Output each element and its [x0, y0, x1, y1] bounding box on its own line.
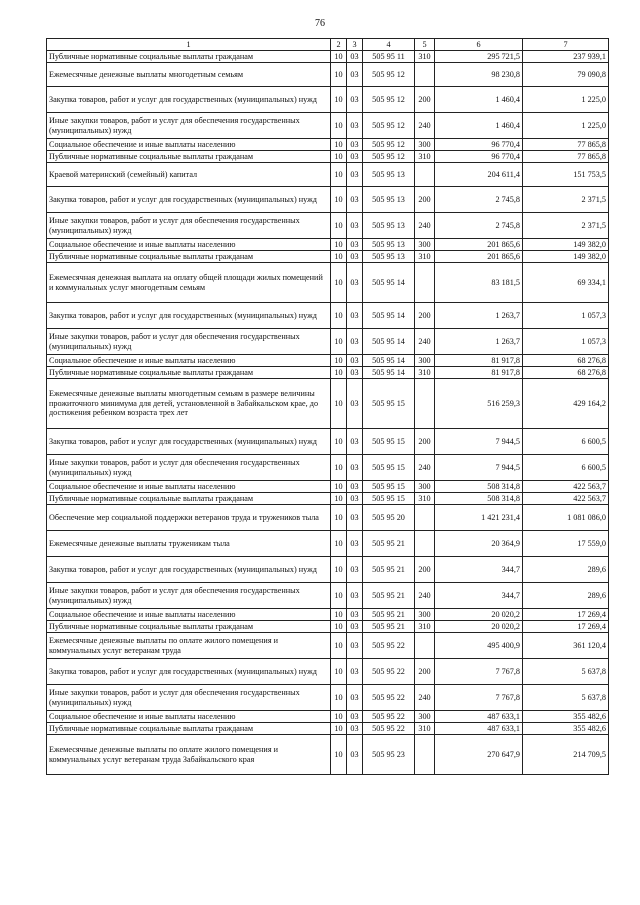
row-name: Ежемесячные денежные выплаты многодетным семьям в размере величины прожиточного минимума для детей, установленной в Забайкальском крае, до достижения ребенком возраста трех лет	[47, 379, 331, 429]
col-header-3: 3	[347, 39, 363, 51]
row-amount-actual: 429 164,2	[523, 379, 609, 429]
row-amount-plan: 20 020,2	[435, 609, 523, 621]
row-amount-actual: 6 600,5	[523, 455, 609, 481]
row-name: Обеспечение мер социальной поддержки ветеранов труда и тружеников тыла	[47, 505, 331, 531]
table-row	[47, 87, 609, 113]
col-header-2: 2	[331, 39, 347, 51]
table-row	[47, 711, 609, 723]
row-section: 10	[331, 303, 347, 329]
row-name: Публичные нормативные социальные выплаты гражданам	[47, 51, 331, 63]
row-amount-actual: 79 090,8	[523, 63, 609, 87]
row-section: 10	[331, 187, 347, 213]
row-subsection: 03	[347, 113, 363, 139]
table-row	[47, 187, 609, 213]
row-target-code: 505 95 12	[363, 87, 415, 113]
row-section: 10	[331, 355, 347, 367]
row-amount-actual: 149 382,0	[523, 239, 609, 251]
row-subsection: 03	[347, 429, 363, 455]
table-row	[47, 583, 609, 609]
row-amount-actual: 355 482,6	[523, 723, 609, 735]
row-target-code: 505 95 14	[363, 263, 415, 303]
table-row	[47, 51, 609, 63]
row-target-code: 505 95 12	[363, 63, 415, 87]
row-section: 10	[331, 531, 347, 557]
row-subsection: 03	[347, 711, 363, 723]
row-expense-type: 240	[415, 213, 435, 239]
row-subsection: 03	[347, 481, 363, 493]
row-amount-actual: 289,6	[523, 557, 609, 583]
row-name: Иные закупки товаров, работ и услуг для обеспечения государственных (муниципальных) нужд	[47, 455, 331, 481]
row-expense-type	[415, 505, 435, 531]
row-amount-plan: 7 944,5	[435, 429, 523, 455]
row-target-code: 505 95 21	[363, 583, 415, 609]
row-name: Публичные нормативные социальные выплаты гражданам	[47, 621, 331, 633]
row-target-code: 505 95 21	[363, 531, 415, 557]
col-header-1: 1	[47, 39, 331, 51]
row-section: 10	[331, 493, 347, 505]
row-amount-plan: 295 721,5	[435, 51, 523, 63]
row-amount-actual: 2 371,5	[523, 213, 609, 239]
row-amount-plan: 495 400,9	[435, 633, 523, 659]
row-section: 10	[331, 505, 347, 531]
row-amount-plan: 7 767,8	[435, 685, 523, 711]
row-amount-plan: 2 745,8	[435, 187, 523, 213]
row-subsection: 03	[347, 355, 363, 367]
row-section: 10	[331, 263, 347, 303]
row-amount-actual: 17 269,4	[523, 609, 609, 621]
row-section: 10	[331, 557, 347, 583]
table-row	[47, 163, 609, 187]
row-subsection: 03	[347, 531, 363, 557]
row-subsection: 03	[347, 87, 363, 113]
row-expense-type: 310	[415, 151, 435, 163]
row-amount-plan: 1 263,7	[435, 303, 523, 329]
row-amount-actual: 69 334,1	[523, 263, 609, 303]
row-section: 10	[331, 51, 347, 63]
table-row	[47, 481, 609, 493]
row-amount-actual: 1 225,0	[523, 113, 609, 139]
row-target-code: 505 95 14	[363, 367, 415, 379]
row-amount-actual: 5 637,8	[523, 685, 609, 711]
table-row	[47, 609, 609, 621]
row-subsection: 03	[347, 379, 363, 429]
table-row	[47, 251, 609, 263]
row-target-code: 505 95 21	[363, 557, 415, 583]
row-subsection: 03	[347, 659, 363, 685]
row-target-code: 505 95 13	[363, 163, 415, 187]
row-subsection: 03	[347, 621, 363, 633]
row-name: Закупка товаров, работ и услуг для государственных (муниципальных) нужд	[47, 429, 331, 455]
row-amount-actual: 1 081 086,0	[523, 505, 609, 531]
row-name: Социальное обеспечение и иные выплаты населению	[47, 609, 331, 621]
row-target-code: 505 95 15	[363, 455, 415, 481]
row-amount-plan: 20 020,2	[435, 621, 523, 633]
row-expense-type	[415, 63, 435, 87]
row-subsection: 03	[347, 735, 363, 775]
row-amount-actual: 422 563,7	[523, 481, 609, 493]
row-amount-plan: 81 917,8	[435, 367, 523, 379]
row-amount-plan: 201 865,6	[435, 239, 523, 251]
row-section: 10	[331, 151, 347, 163]
row-target-code: 505 95 14	[363, 355, 415, 367]
row-subsection: 03	[347, 303, 363, 329]
row-name: Ежемесячные денежные выплаты по оплате жилого помещения и коммунальных услуг ветеранам труда	[47, 633, 331, 659]
row-name: Ежемесячные денежные выплаты многодетным семьям	[47, 63, 331, 87]
row-subsection: 03	[347, 187, 363, 213]
row-target-code: 505 95 13	[363, 251, 415, 263]
row-expense-type: 240	[415, 583, 435, 609]
row-name: Иные закупки товаров, работ и услуг для обеспечения государственных (муниципальных) нужд	[47, 113, 331, 139]
row-subsection: 03	[347, 51, 363, 63]
row-target-code: 505 95 22	[363, 723, 415, 735]
row-amount-plan: 96 770,4	[435, 151, 523, 163]
row-expense-type: 200	[415, 557, 435, 583]
row-target-code: 505 95 22	[363, 659, 415, 685]
table-row	[47, 213, 609, 239]
row-target-code: 505 95 22	[363, 711, 415, 723]
row-name: Публичные нормативные социальные выплаты гражданам	[47, 367, 331, 379]
row-amount-plan: 7 767,8	[435, 659, 523, 685]
row-amount-actual: 77 865,8	[523, 151, 609, 163]
row-expense-type: 300	[415, 711, 435, 723]
row-expense-type	[415, 163, 435, 187]
table-row	[47, 139, 609, 151]
row-subsection: 03	[347, 139, 363, 151]
row-amount-plan: 1 421 231,4	[435, 505, 523, 531]
row-amount-plan: 344,7	[435, 557, 523, 583]
row-section: 10	[331, 583, 347, 609]
table-row	[47, 355, 609, 367]
row-name: Социальное обеспечение и иные выплаты населению	[47, 355, 331, 367]
row-target-code: 505 95 22	[363, 685, 415, 711]
row-amount-actual: 149 382,0	[523, 251, 609, 263]
row-name: Иные закупки товаров, работ и услуг для обеспечения государственных (муниципальных) нужд	[47, 583, 331, 609]
row-name: Иные закупки товаров, работ и услуг для обеспечения государственных (муниципальных) нужд	[47, 329, 331, 355]
row-expense-type: 300	[415, 481, 435, 493]
row-target-code: 505 95 21	[363, 609, 415, 621]
row-section: 10	[331, 711, 347, 723]
row-section: 10	[331, 329, 347, 355]
row-section: 10	[331, 239, 347, 251]
row-subsection: 03	[347, 329, 363, 355]
row-amount-plan: 1 460,4	[435, 87, 523, 113]
row-expense-type	[415, 263, 435, 303]
table-row	[47, 151, 609, 163]
row-section: 10	[331, 685, 347, 711]
row-target-code: 505 95 13	[363, 187, 415, 213]
col-header-5: 5	[415, 39, 435, 51]
table-row	[47, 263, 609, 303]
table-row	[47, 455, 609, 481]
row-section: 10	[331, 621, 347, 633]
row-amount-plan: 344,7	[435, 583, 523, 609]
row-expense-type	[415, 531, 435, 557]
row-name: Иные закупки товаров, работ и услуг для обеспечения государственных (муниципальных) нужд	[47, 685, 331, 711]
column-number-row	[47, 39, 609, 51]
row-amount-plan: 98 230,8	[435, 63, 523, 87]
table-row	[47, 723, 609, 735]
table-row	[47, 113, 609, 139]
row-expense-type: 200	[415, 187, 435, 213]
row-subsection: 03	[347, 685, 363, 711]
row-name: Иные закупки товаров, работ и услуг для обеспечения государственных (муниципальных) нужд	[47, 213, 331, 239]
row-subsection: 03	[347, 213, 363, 239]
row-expense-type: 310	[415, 51, 435, 63]
row-name: Публичные нормативные социальные выплаты гражданам	[47, 723, 331, 735]
row-subsection: 03	[347, 583, 363, 609]
row-target-code: 505 95 13	[363, 213, 415, 239]
row-target-code: 505 95 14	[363, 329, 415, 355]
row-expense-type: 240	[415, 113, 435, 139]
row-expense-type: 240	[415, 329, 435, 355]
row-target-code: 505 95 20	[363, 505, 415, 531]
row-expense-type: 300	[415, 609, 435, 621]
row-section: 10	[331, 455, 347, 481]
table-row	[47, 633, 609, 659]
row-expense-type: 300	[415, 239, 435, 251]
row-name: Социальное обеспечение и иные выплаты населению	[47, 481, 331, 493]
row-amount-actual: 5 637,8	[523, 659, 609, 685]
table-row	[47, 685, 609, 711]
row-subsection: 03	[347, 263, 363, 303]
budget-table	[46, 38, 609, 775]
table-row	[47, 329, 609, 355]
row-section: 10	[331, 379, 347, 429]
row-target-code: 505 95 13	[363, 239, 415, 251]
row-expense-type	[415, 379, 435, 429]
row-amount-actual: 68 276,8	[523, 367, 609, 379]
row-amount-plan: 487 633,1	[435, 723, 523, 735]
row-amount-plan: 1 460,4	[435, 113, 523, 139]
row-amount-actual: 289,6	[523, 583, 609, 609]
row-section: 10	[331, 723, 347, 735]
row-target-code: 505 95 14	[363, 303, 415, 329]
row-section: 10	[331, 63, 347, 87]
row-section: 10	[331, 609, 347, 621]
row-subsection: 03	[347, 163, 363, 187]
row-section: 10	[331, 429, 347, 455]
row-expense-type: 310	[415, 367, 435, 379]
row-name: Социальное обеспечение и иные выплаты населению	[47, 139, 331, 151]
row-target-code: 505 95 15	[363, 429, 415, 455]
row-name: Закупка товаров, работ и услуг для государственных (муниципальных) нужд	[47, 659, 331, 685]
row-expense-type: 300	[415, 139, 435, 151]
row-subsection: 03	[347, 493, 363, 505]
row-section: 10	[331, 735, 347, 775]
row-amount-actual: 1 057,3	[523, 329, 609, 355]
row-amount-actual: 1 225,0	[523, 87, 609, 113]
row-amount-plan: 83 181,5	[435, 263, 523, 303]
row-target-code: 505 95 12	[363, 139, 415, 151]
row-subsection: 03	[347, 633, 363, 659]
row-amount-plan: 1 263,7	[435, 329, 523, 355]
table-row	[47, 303, 609, 329]
row-section: 10	[331, 113, 347, 139]
row-amount-actual: 361 120,4	[523, 633, 609, 659]
row-target-code: 505 95 15	[363, 493, 415, 505]
row-name: Ежемесячные денежные выплаты труженикам тыла	[47, 531, 331, 557]
row-amount-plan: 270 647,9	[435, 735, 523, 775]
col-header-7: 7	[523, 39, 609, 51]
row-amount-plan: 508 314,8	[435, 493, 523, 505]
row-subsection: 03	[347, 251, 363, 263]
row-section: 10	[331, 213, 347, 239]
row-subsection: 03	[347, 455, 363, 481]
row-amount-actual: 237 939,1	[523, 51, 609, 63]
row-amount-plan: 201 865,6	[435, 251, 523, 263]
table-row	[47, 505, 609, 531]
row-expense-type: 200	[415, 659, 435, 685]
row-expense-type	[415, 735, 435, 775]
row-target-code: 505 95 12	[363, 113, 415, 139]
row-subsection: 03	[347, 151, 363, 163]
table-row	[47, 63, 609, 87]
row-section: 10	[331, 87, 347, 113]
table-row	[47, 429, 609, 455]
row-name: Публичные нормативные социальные выплаты гражданам	[47, 151, 331, 163]
table-row	[47, 367, 609, 379]
row-expense-type: 310	[415, 621, 435, 633]
table-row	[47, 621, 609, 633]
table-body	[47, 51, 609, 775]
row-amount-plan: 96 770,4	[435, 139, 523, 151]
row-section: 10	[331, 139, 347, 151]
table-row	[47, 493, 609, 505]
row-target-code: 505 95 21	[363, 621, 415, 633]
row-expense-type: 200	[415, 303, 435, 329]
row-target-code: 505 95 22	[363, 633, 415, 659]
row-expense-type: 300	[415, 355, 435, 367]
row-amount-actual: 355 482,6	[523, 711, 609, 723]
row-amount-actual: 1 057,3	[523, 303, 609, 329]
row-amount-actual: 214 709,5	[523, 735, 609, 775]
table-row	[47, 659, 609, 685]
row-amount-plan: 508 314,8	[435, 481, 523, 493]
row-amount-plan: 20 364,9	[435, 531, 523, 557]
row-expense-type: 240	[415, 685, 435, 711]
row-subsection: 03	[347, 557, 363, 583]
row-amount-actual: 17 269,4	[523, 621, 609, 633]
row-subsection: 03	[347, 505, 363, 531]
table-row	[47, 531, 609, 557]
row-section: 10	[331, 163, 347, 187]
row-expense-type: 240	[415, 455, 435, 481]
row-target-code: 505 95 15	[363, 481, 415, 493]
row-amount-actual: 2 371,5	[523, 187, 609, 213]
row-expense-type	[415, 633, 435, 659]
row-section: 10	[331, 659, 347, 685]
row-expense-type: 310	[415, 723, 435, 735]
row-name: Ежемесячная денежная выплата на оплату общей площади жилых помещений и коммунальных услуг многодетным семьям	[47, 263, 331, 303]
row-name: Социальное обеспечение и иные выплаты населению	[47, 239, 331, 251]
page-number: 76	[315, 18, 325, 29]
row-name: Закупка товаров, работ и услуг для государственных (муниципальных) нужд	[47, 187, 331, 213]
row-section: 10	[331, 633, 347, 659]
table-row	[47, 239, 609, 251]
table-row	[47, 735, 609, 775]
row-amount-actual: 422 563,7	[523, 493, 609, 505]
row-expense-type: 200	[415, 87, 435, 113]
row-name: Закупка товаров, работ и услуг для государственных (муниципальных) нужд	[47, 87, 331, 113]
row-subsection: 03	[347, 239, 363, 251]
row-amount-plan: 487 633,1	[435, 711, 523, 723]
table-row	[47, 379, 609, 429]
row-target-code: 505 95 11	[363, 51, 415, 63]
table-row	[47, 557, 609, 583]
row-expense-type: 310	[415, 251, 435, 263]
row-amount-plan: 2 745,8	[435, 213, 523, 239]
col-header-6: 6	[435, 39, 523, 51]
row-amount-actual: 6 600,5	[523, 429, 609, 455]
row-name: Социальное обеспечение и иные выплаты населению	[47, 711, 331, 723]
row-name: Публичные нормативные социальные выплаты гражданам	[47, 493, 331, 505]
row-name: Ежемесячные денежные выплаты по оплате жилого помещения и коммунальных услуг ветеранам труда Забайкальского края	[47, 735, 331, 775]
row-section: 10	[331, 251, 347, 263]
row-amount-plan: 7 944,5	[435, 455, 523, 481]
row-amount-plan: 516 259,3	[435, 379, 523, 429]
row-subsection: 03	[347, 609, 363, 621]
row-subsection: 03	[347, 63, 363, 87]
row-target-code: 505 95 23	[363, 735, 415, 775]
row-amount-plan: 204 611,4	[435, 163, 523, 187]
row-name: Публичные нормативные социальные выплаты гражданам	[47, 251, 331, 263]
row-target-code: 505 95 12	[363, 151, 415, 163]
row-amount-actual: 77 865,8	[523, 139, 609, 151]
col-header-4: 4	[363, 39, 415, 51]
row-section: 10	[331, 367, 347, 379]
row-name: Краевой материнский (семейный) капитал	[47, 163, 331, 187]
row-expense-type: 310	[415, 493, 435, 505]
row-amount-plan: 81 917,8	[435, 355, 523, 367]
row-amount-actual: 68 276,8	[523, 355, 609, 367]
row-name: Закупка товаров, работ и услуг для государственных (муниципальных) нужд	[47, 303, 331, 329]
row-amount-actual: 151 753,5	[523, 163, 609, 187]
row-expense-type: 200	[415, 429, 435, 455]
row-subsection: 03	[347, 723, 363, 735]
row-name: Закупка товаров, работ и услуг для государственных (муниципальных) нужд	[47, 557, 331, 583]
row-subsection: 03	[347, 367, 363, 379]
row-section: 10	[331, 481, 347, 493]
row-target-code: 505 95 15	[363, 379, 415, 429]
row-amount-actual: 17 559,0	[523, 531, 609, 557]
